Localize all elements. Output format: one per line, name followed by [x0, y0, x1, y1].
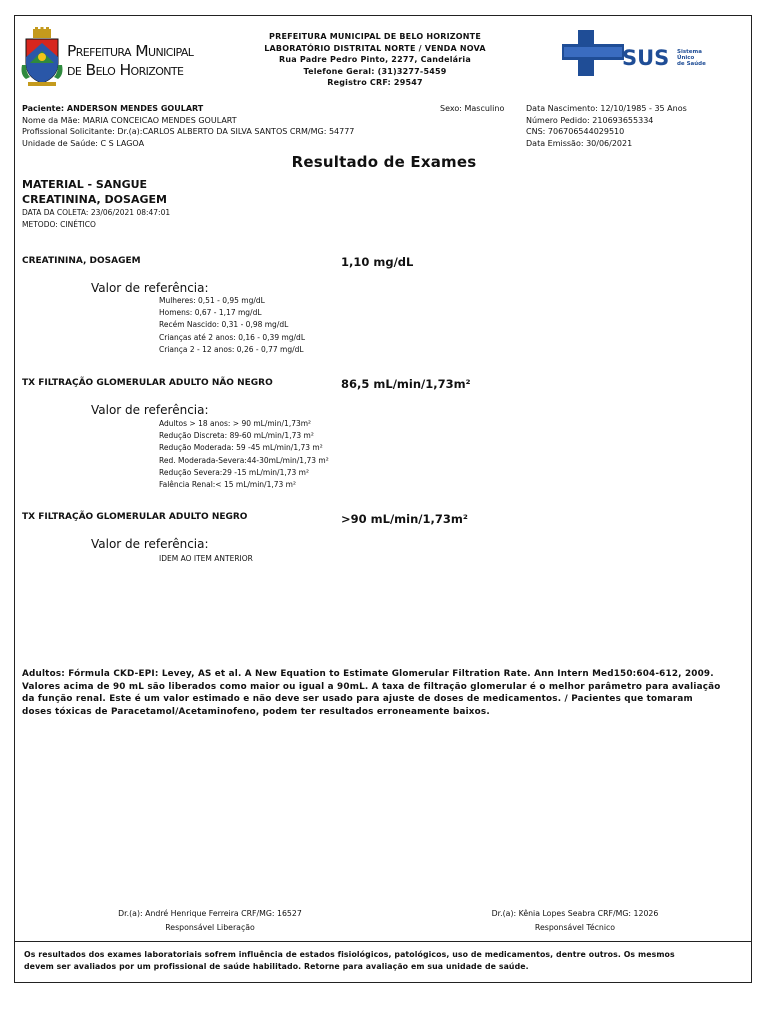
exam-value: >90 mL/min/1,73m²: [341, 512, 468, 526]
page-title: Resultado de Exames: [291, 153, 477, 171]
pbh-logo-text: [67, 42, 193, 80]
signature-name: Dr.(a): Kênia Lopes Seabra CRF/MG: 12026: [491, 909, 659, 918]
reference-item: Crianças até 2 anos: 0,16 - 0,39 mg/dL: [159, 332, 306, 342]
reference-item: Redução Moderada: 59 -45 mL/min/1,73 m²: [159, 443, 323, 453]
institution-line: Telefone Geral: (31)3277-5459: [303, 66, 447, 76]
pbh-logo-line2: de Belo Horizonte: [67, 61, 184, 79]
reference-item: Adultos > 18 anos: > 90 mL/min/1,73m²: [159, 419, 312, 428]
reference-item: Mulheres: 0,51 - 0,95 mg/dL: [159, 296, 265, 305]
exam-name: TX FILTRAÇÃO GLOMERULAR ADULTO NÃO NEGRO: [22, 378, 273, 388]
reference-list: [159, 553, 253, 565]
note-line: Valores acima de 90 mL são liberados como maior ou igual a 90mL. A taxa de filtração glomerular é o melhor parâmetro para avaliação: [22, 681, 721, 692]
reference-item: Falência Renal:< 15 mL/min/1,73 m²: [159, 480, 296, 490]
emission-date: Data Emissão: 30/06/2021: [526, 139, 633, 148]
health-unit: Unidade de Saúde: C S LAGOA: [22, 139, 145, 148]
institution-line: LABORATÓRIO DISTRITAL NORTE / VENDA NOVA: [264, 43, 486, 53]
signature-role: Responsável Técnico: [534, 922, 616, 932]
patient-sex: Sexo: Masculino: [440, 104, 505, 113]
reference-item: IDEM AO ITEM ANTERIOR: [159, 554, 253, 563]
sus-logo-sub: Único: [677, 55, 695, 61]
method-note: [22, 668, 762, 718]
signature-release: [80, 907, 340, 934]
sus-logo: [562, 30, 707, 80]
note-line: da função renal. Este é um valor estimado e não deve ser usado para ajuste de doses de medicamentos. / Pacientes que tomaram: [22, 694, 693, 705]
requesting-professional: Profissional Solicitante: Dr.(a):CARLOS ALBERTO DA SILVA SANTOS CRM/MG: 54777: [22, 127, 355, 136]
sus-logo-sub: Sistema: [677, 49, 702, 55]
cns-number: CNS: 706706544029510: [526, 127, 625, 136]
signature-role: Responsável Liberação: [165, 922, 255, 932]
institution-line: Registro CRF: 29547: [327, 78, 423, 88]
reference-item: Criança 2 - 12 anos: 0,26 - 0,77 mg/dL: [159, 344, 304, 354]
reference-label: Valor de referência:: [91, 403, 209, 417]
pbh-coat-of-arms-logo: [20, 27, 64, 87]
material-heading: MATERIAL - SANGUE: [22, 178, 148, 191]
institution-line: PREFEITURA MUNICIPAL DE BELO HORIZONTE: [269, 32, 481, 41]
disclaimer-footer: [14, 941, 752, 983]
patient-name: Paciente: ANDERSON MENDES GOULART: [22, 104, 204, 113]
order-number: Número Pedido: 210693655334: [526, 116, 654, 125]
note-line: Adultos: Fórmula CKD-EPI: Levey, AS et al. A New Equation to Estimate Glomerular Filtration Rate. Ann Intern Med150:604-612, 2009.: [22, 669, 714, 679]
reference-item: Homens: 0,67 - 1,17 mg/dL: [159, 308, 262, 318]
reference-item: Redução Severa:29 -15 mL/min/1,73 m²: [159, 467, 309, 477]
reference-list: [159, 295, 305, 356]
signature-name: Dr.(a): André Henrique Ferreira CRF/MG: 16527: [118, 909, 302, 918]
birth-date: Data Nascimento: 12/10/1985 - 35 Anos: [526, 104, 687, 113]
disclaimer-text: [24, 949, 675, 973]
institution-line: Rua Padre Pedro Pinto, 2277, Candelária: [279, 55, 471, 65]
method: METODO: CINÉTICO: [22, 220, 96, 229]
disclaimer-line: devem ser avaliados por um profissional de saúde habilitado. Retorne para avaliação em sua unidade de saúde.: [24, 962, 529, 971]
exam-name: CREATININA, DOSAGEM: [22, 256, 141, 266]
note-line: doses tóxicas de Paracetamol/Acetaminofeno, podem ter resultados erroneamente baixos.: [22, 706, 490, 717]
material-exam-heading: CREATININA, DOSAGEM: [22, 193, 167, 206]
exam-value: 86,5 mL/min/1,73m²: [341, 377, 471, 391]
patient-mother: Nome da Mãe: MARIA CONCEICAO MENDES GOULART: [22, 116, 237, 125]
reference-item: Red. Moderada-Severa:44-30mL/min/1,73 m²: [159, 455, 329, 465]
reference-item: Redução Discreta: 89-60 mL/min/1,73 m²: [159, 431, 314, 441]
reference-item: Recém Nascido: 0,31 - 0,98 mg/dL: [159, 320, 289, 330]
institution-header: [240, 31, 510, 89]
signature-technical: [445, 907, 705, 934]
sus-logo-sub: de Saúde: [677, 61, 706, 67]
reference-label: Valor de referência:: [91, 537, 209, 551]
collection-date: DATA DA COLETA: 23/06/2021 08:47:01: [22, 208, 171, 217]
reference-label: Valor de referência:: [91, 281, 209, 295]
sus-logo-text: SUS: [622, 46, 670, 70]
pbh-logo-line1: Prefeitura Municipal: [67, 42, 194, 60]
reference-list: [159, 418, 329, 491]
disclaimer-line: Os resultados dos exames laboratoriais sofrem influência de estados fisiológicos, patológicos, uso de medicamentos, dentre outros. Os mesmos: [24, 950, 675, 959]
exam-value: 1,10 mg/dL: [341, 255, 414, 269]
exam-name: TX FILTRAÇÃO GLOMERULAR ADULTO NEGRO: [22, 512, 248, 522]
